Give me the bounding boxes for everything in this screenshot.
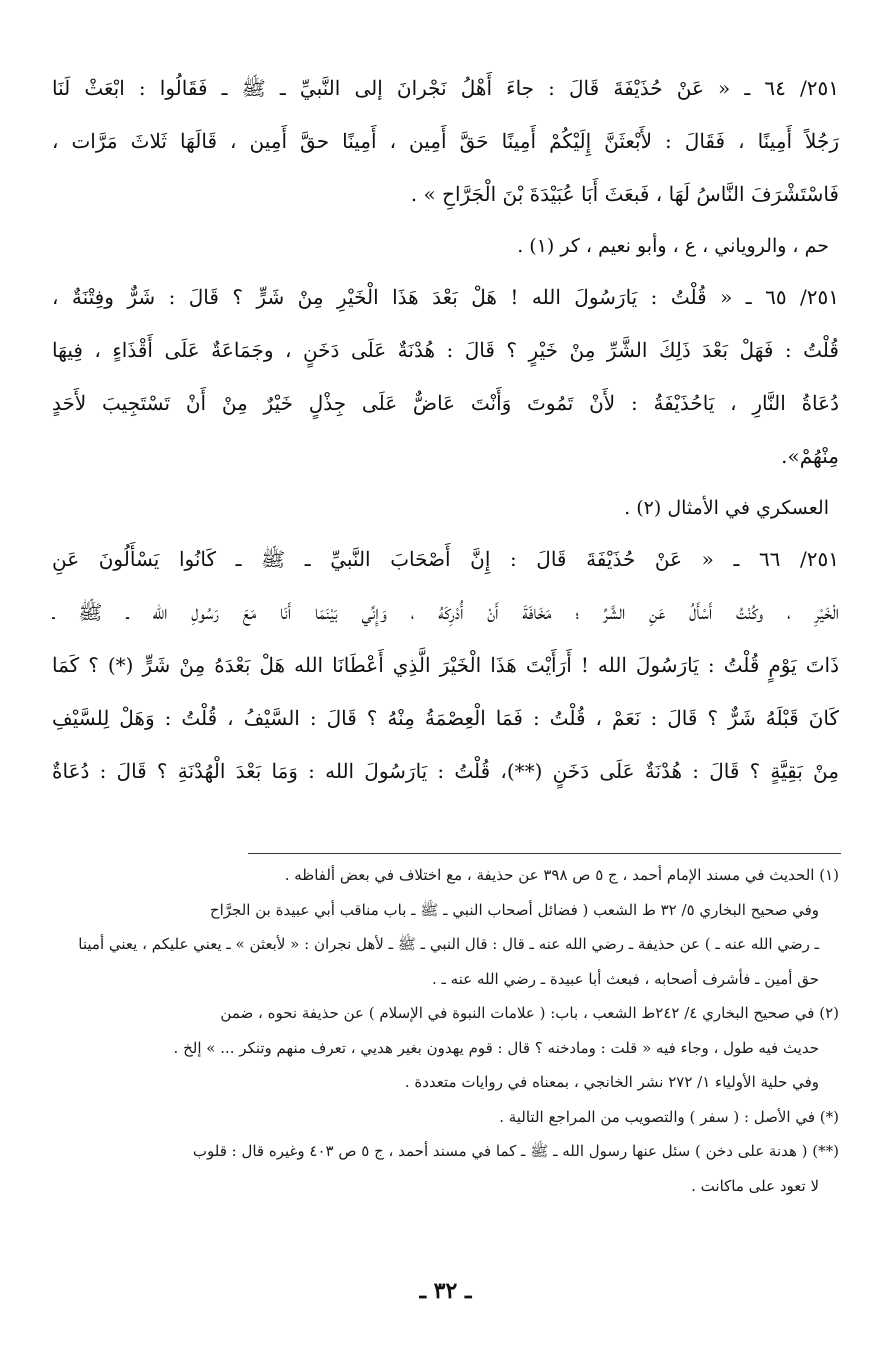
footnote-line: لا تعود على ماكانت . (691, 1176, 819, 1195)
footnotes (52, 858, 839, 1203)
text-line: ٢٥١/ ٦٤ ـ « عَنْ حُذَيْفَةَ قَالَ : جاءَ أَهْلُ نَجْرانَ إلى النَّبيِّ ـ ﷺ ـ فَقَالُوا : ابْعَثْ لَنَا (52, 76, 839, 100)
main-text (52, 62, 839, 798)
text-line: ذَاتَ يَوْمٍ قُلْتُ : يَارَسُولَ الله ! أَرَأَيْتَ هَذَا الْخَيْرَ الَّذِي أَعْطَانَا الله هَلْ بَعْدَهُ مِنْ شَرٍّ (*) ؟ كَمَا (52, 653, 839, 677)
page-number: ـ ٣٢ ـ (419, 1278, 472, 1304)
text-line: مِنْ بَقِيَّةٍ ؟ قَالَ : هُدْنَةٌ عَلَى دَخَنٍ (**)، قُلْتُ : يَارَسُولَ الله : وَمَا بَعْدَ الْهُدْنَةِ ؟ قَالَ : دُعَاةٌ (52, 759, 839, 783)
text-line: دُعَاةُ النَّارِ ، يَاحُذَيْفَةُ : لأَنْ تَمُوتَ وَأَنْتَ عَاضٌّ عَلَى جِذْلٍ خَيْرٌ مِنْ أَنْ تَسْتَجِيبَ لأَحَدٍ (52, 391, 839, 415)
footnote-line: ـ رضي الله عنه ـ ) عن حذيفة ـ رضي الله عنه ـ قال : قال النبي ـ ﷺ ـ لأهل نجران : « لأبعثن » ـ يعني عليكم ، يعني أمينا (78, 935, 819, 953)
footnote-line: وفي حلية الأولياء ١/ ٢٧٢ نشر الخانجي ، بمعناه في روايات متعددة . (404, 1073, 819, 1091)
text-line: الْخَيْرِ ، وكُنْتُ أَسْأَلُ عَنِ الشَّرِّ ؛ مَخَافَةَ أَنْ أُدْرِكَهُ ، وَإِنِّي بَيْنَمَا أَنَا مَعَ رَسُولِ الله ـ ﷺ ـ (52, 600, 839, 624)
footnote-line: حديث فيه طول ، وجاء فيه « قلت : ومادخنه ؟ قال : قوم يهدون بغير هديي ، تعرف منهم وتنكر ... » إلخ . (173, 1038, 819, 1057)
text-line: مِنْهُمْ». (781, 444, 839, 468)
footnote-line: (٢) في صحيح البخاري ٤/ ٢٤٢ط الشعب ، باب: ( علامات النبوة في الإسلام ) عن حذيفة نحوه ، ضمن (220, 1004, 839, 1022)
footnote-line: حق أمين ـ فأشرف أصحابه ، فبعث أبا عبيدة ـ رضي الله عنه ـ . (431, 969, 819, 988)
footnote-line: وفي صحيح البخاري ٥/ ٣٢ ط الشعب ( فضائل أصحاب النبي ـ ﷺ ـ باب مناقب أبي عبيدة بن الجرَّاح (209, 900, 819, 919)
text-line: ٢٥١/ ٦٥ ـ « قُلْتُ : يَارَسُولَ الله ! هَلْ بَعْدَ هَذَا الْخَيْرِ مِنْ شَرٍّ ؟ قَالَ : شَرٌّ وفِتْنَةٌ ، (52, 285, 839, 309)
text-line: ٢٥١/ ٦٦ ـ « عَنْ حُذَيْفَةَ قَالَ : إِنَّ أَصْحَابَ النَّبيِّ ـ ﷺ ـ كَانُوا يَسْأَلُونَ عَنِ (52, 547, 839, 571)
source-line: حم ، والروياني ، ع ، وأبو نعيم ، كر (١) . (517, 235, 829, 257)
text-line: كَانَ قَبْلَهُ شَرٌّ ؟ قَالَ : نَعَمْ ، قُلْتُ : فَمَا الْعِصْمَةُ مِنْهُ ؟ قَالَ : السَّيْفُ ، قُلْتُ : وَهَلْ لِلسَّيْفِ (52, 706, 839, 730)
footnote-line: (١) الحديث في مسند الإمام أحمد ، ج ٥ ص ٣٩٨ عن حذيفة ، مع اختلاف في بعض ألفاظه . (284, 866, 839, 884)
text-line: فَاسْتَشْرَفَ النَّاسُ لَهَا ، فَبعَثَ أَبَا عُبَيْدَةَ بْنَ الْجَرَّاحِ » . (410, 182, 839, 206)
hadith-65 (52, 271, 839, 533)
footnote-divider (248, 853, 841, 854)
hadith-64 (52, 62, 839, 271)
text-line: رَجُلاً أَمِينًا ، فَقَالَ : لأَبْعثَنَّ إِلَيْكُمْ أَمِينًا حَقَّ أَمِين ، أَمِينًا حقَّ أَمِين ، قَالَهَا ثَلاثَ مَرَّات ، (52, 129, 839, 153)
source-line: العسكري في الأمثال (٢) . (624, 497, 829, 519)
hadith-66 (52, 533, 839, 798)
footnote-line: (**) ( هدنة على دخن ) سئل عنها رسول الله ـ ﷺ ـ كما في مسند أحمد ، ج ٥ ص ٤٠٣ وغيره قال : قلوب (192, 1142, 839, 1160)
footnote-line: (*) في الأصل : ( سفر ) والتصويب من المراجع التالية . (499, 1107, 839, 1126)
text-line: قُلْتُ : فَهَلْ بَعْدَ ذَلِكَ الشَّرِّ مِنْ خَيْرٍ ؟ قَالَ : هُدْنَةٌ عَلَى دَخَنٍ ، وجَمَاعَةٌ عَلَى أَقْذَاءٍ ، فِيهَا (52, 338, 839, 362)
